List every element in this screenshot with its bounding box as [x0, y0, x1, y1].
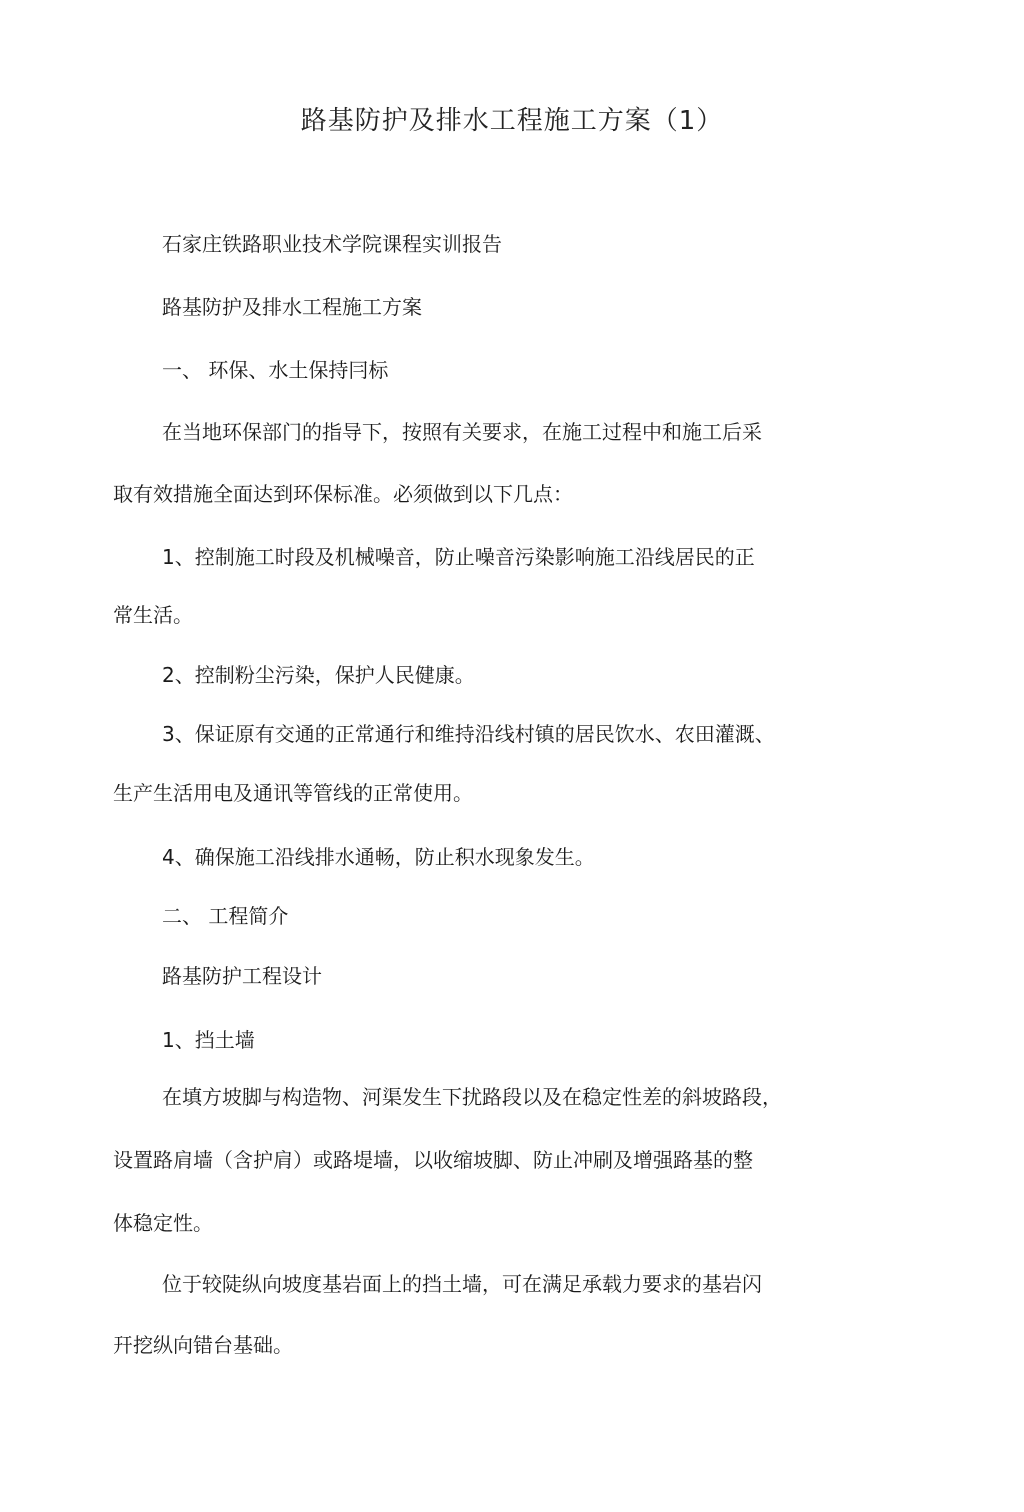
- paragraph-line: 设置路肩墙（含护肩）或路堤墙，以收缩坡脚、防止冲刷及增强路基的整: [113, 1148, 753, 1172]
- subsection-heading: 1、挡土墙: [162, 1028, 255, 1052]
- list-item-line: 生产生活用电及通讯等管线的正常使用。: [113, 781, 473, 805]
- list-item-line: 4、确保施工沿线排水通畅，防止积水现象发生。: [162, 845, 595, 869]
- paragraph-line: 位于较陡纵向坡度基岩面上的挡土墙，可在满足承载力要求的基岩闪: [162, 1272, 762, 1296]
- section-heading: 二、 工程简介: [162, 904, 289, 928]
- paragraph-line: 幵挖纵向错台基础。: [113, 1333, 293, 1357]
- list-item-line: 常生活。: [113, 603, 193, 627]
- paragraph-line: 在当地环保部门的指导下，按照有关要求，在施工过程中和施工后采: [162, 420, 762, 444]
- list-item-line: 2、控制粉尘污染，保护人民健康。: [162, 663, 475, 687]
- paragraph-line: 取有效措施全面达到环保标准。必须做到以下几点：: [113, 482, 573, 506]
- subsection-heading: 路基防护工程设计: [162, 964, 322, 988]
- list-item-line: 1、控制施工时段及机械噪音，防止噪音污染影响施工沿线居民的正: [162, 545, 755, 569]
- list-item-line: 3、保证原有交通的正常通行和维持沿线村镇的居民饮水、农田灌溉、: [162, 722, 775, 746]
- document-title: 路基防护及排水工程施工方案（1）: [300, 106, 724, 136]
- paragraph-line: 体稳定性。: [113, 1211, 213, 1235]
- section-heading: 一、 环保、水土保持冃标: [162, 358, 389, 382]
- paragraph-line: 在填方坡脚与构造物、河渠发生下扰路段以及在稳定性差的斜坡路段，: [162, 1085, 782, 1109]
- paragraph-line: 路基防护及排水工程施工方案: [162, 295, 422, 319]
- paragraph-line: 石家庄铁路职业技术学院课程实训报告: [162, 232, 502, 256]
